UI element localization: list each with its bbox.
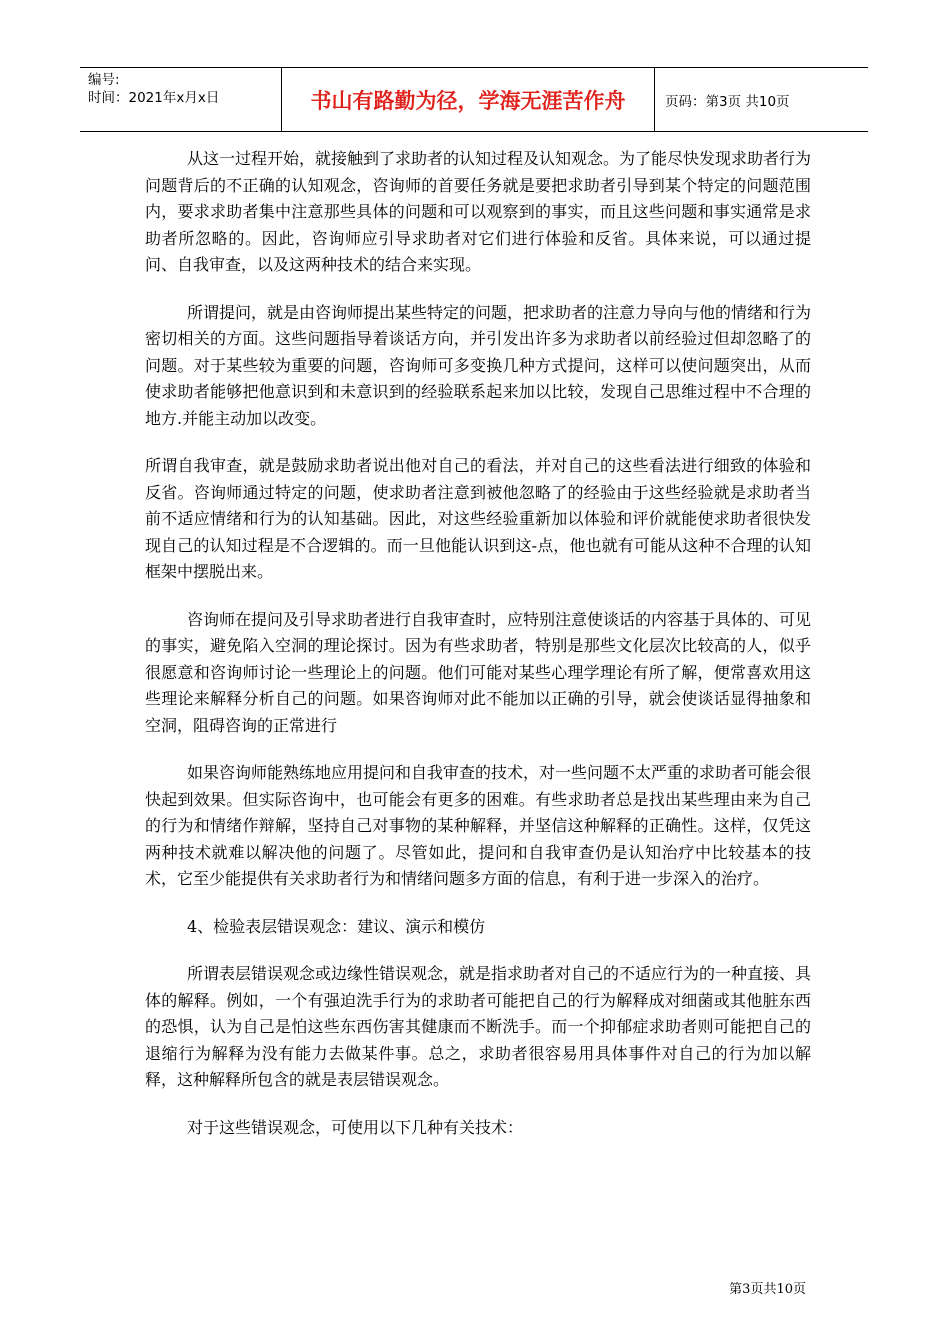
serial-label: 编号:	[88, 72, 120, 88]
paragraph: 如果咨询师能熟练地应用提问和自我审查的技术，对一些问题不太严重的求助者可能会很快起到效果。但实际咨询中，也可能会有更多的困难。有些求助者总是找出某些理由来为自己的行为和情绪作辩解，坚持自己对事物的某种解释，并坚信这种解释的正确性。这样，仅凭这两种技术就难以解决他的问题了。尽管如此，提问和自我审查仍是认知治疗中比较基本的技术，它至少能提供有关求助者行为和情绪问题多方面的信息，有利于进一步深入的治疗。	[145, 763, 812, 888]
header-motto: 书山有路勤为径，学海无涯苦作舟	[282, 68, 655, 131]
paragraph: 从这一过程开始，就接触到了求助者的认知过程及认知观念。为了能尽快发现求助者行为问题背后的不正确的认知观念，咨询师的首要任务就是要把求助者引导到某个特定的问题范围内，要求求助者集中注意那些具体的问题和可以观察到的事实，而且这些问题和事实通常是求助者所忽略的。因此，咨询师应引导求助者对它们进行体验和反省。具体来说，可以通过提问、自我审查，以及这两种技术的结合来实现。	[145, 149, 812, 274]
header-meta	[80, 68, 282, 131]
page-header	[80, 67, 868, 132]
paragraph: 所谓自我审查，就是鼓励求助者说出他对自己的看法，并对自己的这些看法进行细致的体验和反省。咨询师通过特定的问题，使求助者注意到被他忽略了的经验由于这些经验就是求助者当前不适应情绪和行为的认知基础。因此，对这些经验重新加以体验和评价就能使求助者很快发现自己的认知过程是不合逻辑的。而一旦他能认识到这-点，他也就有可能从这种不合理的认知框架中摆脱出来。	[145, 456, 811, 581]
header-page-info: 页码：第3页 共10页	[665, 93, 790, 110]
document-body	[145, 146, 811, 1162]
section-heading: 4、检验表层错误观念：建议、演示和模仿	[187, 916, 486, 936]
paragraph: 所谓提问，就是由咨询师提出某些特定的问题，把求助者的注意力导向与他的情绪和行为密切相关的方面。这些问题指导着谈话方向，并引发出许多为求助者以前经验过但却忽略了的问题。对于某些较为重要的问题，咨询师可多变换几种方式提问，这样可以使问题突出，从而使求助者能够把他意识到和未意识到的经验联系起来加以比较，发现自己思维过程中不合理的地方.并能主动加以改变。	[145, 302, 812, 428]
time-label: 时间：2021年x月x日	[88, 90, 220, 106]
page-footer: 第3页共10页	[729, 1282, 806, 1297]
paragraph: 对于这些错误观念，可使用以下几种有关技术：	[187, 1117, 524, 1137]
paragraph: 所谓表层错误观念或边缘性错误观念，就是指求助者对自己的不适应行为的一种直接、具体的解释。例如，一个有强迫洗手行为的求助者可能把自己的行为解释成对细菌或其他脏东西的恐惧，认为自己是怕这些东西伤害其健康而不断洗手。而一个抑郁症求助者则可能把自己的退缩行为解释为没有能力去做某件事。总之，求助者很容易用具体事件对自己的行为加以解释，这种解释所包含的就是表层错误观念。	[145, 964, 812, 1089]
paragraph: 咨询师在提问及引导求助者进行自我审查时，应特别注意使谈话的内容基于具体的、可见的事实，避免陷入空洞的理论探讨。因为有些求助者，特别是那些文化层次比较高的人，似乎很愿意和咨询师讨论一些理论上的问题。他们可能对某些心理学理论有所了解，便常喜欢用这些理论来解释分析自己的问题。如果咨询师对此不能加以正确的引导，就会使谈话显得抽象和空洞，阻碍咨询的正常进行	[145, 609, 812, 735]
